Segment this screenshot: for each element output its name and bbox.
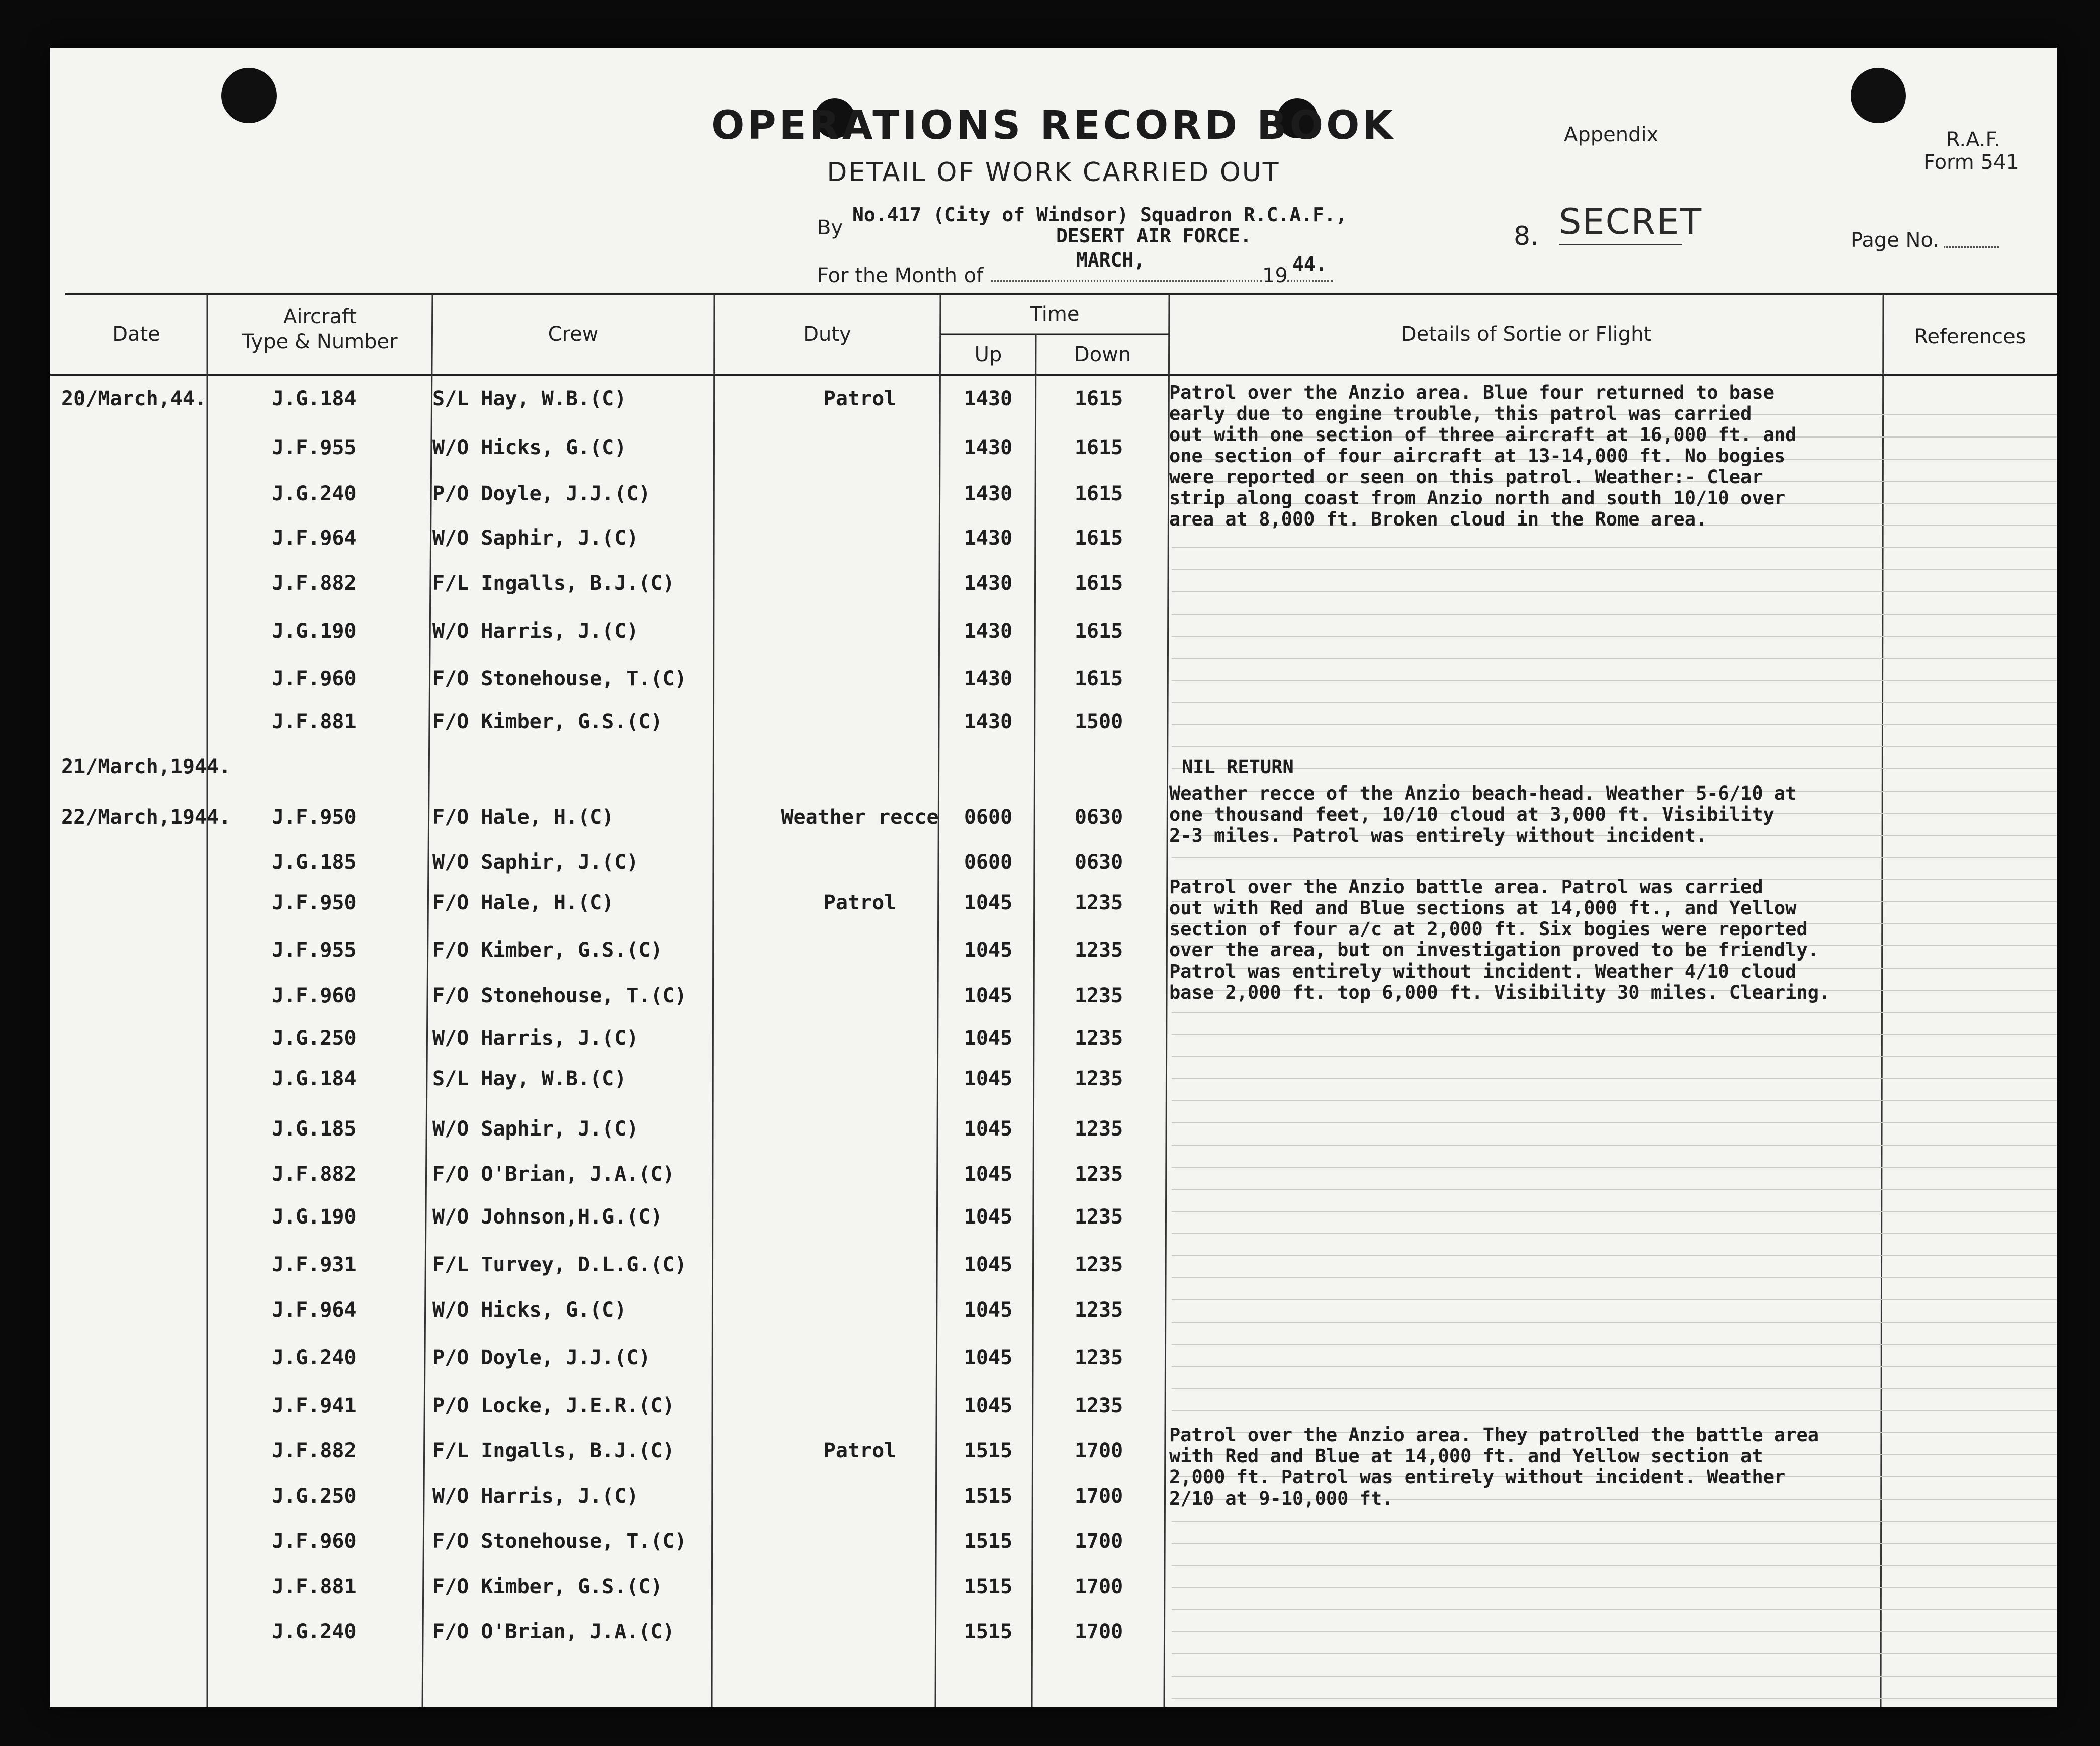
- sortie-details-weather-recce: Weather recce of the Anzio beach-head. Weather 5-6/10 at one thousand feet, 10/10 cloud at 3,000 ft. Visibility 2-3 miles. Patrol was entirely without incident.: [1169, 783, 1797, 846]
- table-row: [50, 1526, 2057, 1566]
- row-time-up: 1045: [964, 1067, 1013, 1090]
- row-time-down: 1235: [1074, 1205, 1123, 1229]
- row-aircraft: J.F.964: [272, 527, 357, 550]
- row-crew: F/O O'Brian, J.A.(C): [432, 1163, 675, 1186]
- table-row: [50, 1250, 2057, 1290]
- row-time-up: 1045: [964, 984, 1013, 1007]
- row-aircraft: J.F.964: [272, 1298, 357, 1322]
- row-crew: F/O Kimber, G.S.(C): [432, 710, 663, 733]
- row-time-up: 1430: [964, 387, 1013, 410]
- row-aircraft: J.F.950: [272, 891, 357, 914]
- row-crew: W/O Harris, J.(C): [432, 1027, 639, 1050]
- row-crew: F/L Ingalls, B.J.(C): [432, 572, 675, 595]
- row-aircraft: J.G.190: [272, 1205, 357, 1229]
- row-time-up: 1045: [964, 1163, 1013, 1186]
- row-aircraft: J.F.881: [272, 710, 357, 733]
- row-time-down: 1235: [1074, 939, 1123, 962]
- table-row: [50, 616, 2057, 656]
- row-crew: W/O Saphir, J.(C): [432, 527, 639, 550]
- month-value: MARCH,: [1076, 249, 1146, 271]
- sortie-details-20-march: Patrol over the Anzio area. Blue four returned to base early due to engine trouble, this patrol was carried out with one section of three aircraft at 16,000 ft. and one section of four aircraft at 13-14,000 ft. No bogies were reported or seen on this patrol. Weather:- Clear strip along coast from Anzio north and south 10/10 over area at 8,000 ft. Broken cloud in the Rome area.: [1169, 382, 1797, 530]
- row-time-down: 1700: [1074, 1530, 1123, 1553]
- row-time-down: 1235: [1074, 1163, 1123, 1186]
- row-time-down: 0630: [1074, 806, 1123, 829]
- row-time-down: 1615: [1074, 436, 1123, 459]
- row-time-down: 1700: [1074, 1485, 1123, 1508]
- air-force-name: DESERT AIR FORCE.: [1056, 225, 1252, 247]
- row-crew: F/O Stonehouse, T.(C): [432, 984, 687, 1007]
- row-time-up: 0600: [964, 806, 1013, 829]
- table-row: [50, 1064, 2057, 1104]
- row-crew: W/O Saphir, J.(C): [432, 851, 639, 874]
- table-row: [50, 1617, 2057, 1657]
- row-aircraft: J.G.184: [272, 387, 357, 410]
- month-label: For the Month of: [817, 264, 984, 287]
- column-header-details: Details of Sortie or Flight: [1401, 323, 1652, 346]
- row-crew: P/O Doyle, J.J.(C): [432, 1346, 651, 1369]
- row-duty: Patrol: [823, 387, 897, 410]
- row-time-up: 0600: [964, 851, 1013, 874]
- row-aircraft: J.G.185: [272, 851, 357, 874]
- year-prefix: 19: [1262, 264, 1288, 287]
- row-time-down: 1235: [1074, 1253, 1123, 1276]
- row-crew: S/L Hay, W.B.(C): [432, 387, 627, 410]
- row-aircraft: J.F.941: [272, 1394, 357, 1417]
- row-aircraft: J.G.250: [272, 1027, 357, 1050]
- row-time-up: 1045: [964, 1394, 1013, 1417]
- row-time-down: 1235: [1074, 891, 1123, 914]
- row-aircraft: J.F.950: [272, 806, 357, 829]
- column-header-time: Time: [1030, 303, 1080, 326]
- row-aircraft: J.G.185: [272, 1117, 357, 1141]
- row-time-up: 1515: [964, 1530, 1013, 1553]
- row-time-up: 1430: [964, 572, 1013, 595]
- row-time-down: 1235: [1074, 1067, 1123, 1090]
- row-time-down: 1700: [1074, 1439, 1123, 1462]
- row-crew: W/O Hicks, G.(C): [432, 436, 627, 459]
- row-time-up: 1045: [964, 891, 1013, 914]
- row-crew: S/L Hay, W.B.(C): [432, 1067, 627, 1090]
- row-date: 21/March,1944.: [61, 755, 231, 778]
- row-time-up: 1515: [964, 1620, 1013, 1643]
- classification-number: 8.: [1514, 221, 1539, 251]
- row-time-up: 1430: [964, 482, 1013, 505]
- by-label: By: [817, 216, 843, 239]
- row-aircraft: J.F.931: [272, 1253, 357, 1276]
- row-time-up: 1045: [964, 1298, 1013, 1322]
- row-aircraft: J.F.960: [272, 667, 357, 690]
- sortie-details-22-march-patrol-2: Patrol over the Anzio area. They patrolled the battle area with Red and Blue at 14,000 ft. and Yellow section at 2,000 ft. Patrol was entirely without incident. Weather 2/10 at 9-10,000 ft.: [1169, 1425, 1819, 1509]
- row-crew: F/O Hale, H.(C): [432, 891, 615, 914]
- row-aircraft: J.F.955: [272, 436, 357, 459]
- column-header-duty: Duty: [803, 323, 851, 346]
- row-crew: F/O Stonehouse, T.(C): [432, 667, 687, 690]
- row-time-up: 1045: [964, 1346, 1013, 1369]
- row-time-down: 0630: [1074, 851, 1123, 874]
- column-header-date: Date: [112, 323, 160, 346]
- row-time-up: 1045: [964, 1027, 1013, 1050]
- appendix-label: Appendix: [1564, 123, 1659, 146]
- row-aircraft: J.F.960: [272, 984, 357, 1007]
- row-aircraft: J.G.240: [272, 482, 357, 505]
- row-crew: F/O Kimber, G.S.(C): [432, 1575, 663, 1598]
- form-title: OPERATIONS RECORD BOOK: [711, 103, 1396, 148]
- row-aircraft: J.G.184: [272, 1067, 357, 1090]
- table-row: [50, 1202, 2057, 1242]
- row-aircraft: J.F.881: [272, 1575, 357, 1598]
- row-time-up: 1045: [964, 1117, 1013, 1141]
- table-row: [50, 1159, 2057, 1199]
- row-date: 20/March,44.: [61, 387, 207, 410]
- row-aircraft: J.G.240: [272, 1620, 357, 1643]
- row-aircraft: J.G.190: [272, 620, 357, 643]
- row-crew: W/O Hicks, G.(C): [432, 1298, 627, 1322]
- table-row: [50, 1572, 2057, 1612]
- table-row: [50, 1343, 2057, 1383]
- row-crew: W/O Johnson,H.G.(C): [432, 1205, 663, 1229]
- row-aircraft: J.G.240: [272, 1346, 357, 1369]
- row-time-down: 1235: [1074, 1027, 1123, 1050]
- row-time-down: 1235: [1074, 1346, 1123, 1369]
- row-crew: F/O Hale, H.(C): [432, 806, 615, 829]
- row-crew: W/O Saphir, J.(C): [432, 1117, 639, 1141]
- record-sheet: [50, 48, 2057, 1707]
- squadron-name: No.417 (City of Windsor) Squadron R.C.A.F.,: [852, 204, 1347, 226]
- sortie-details-22-march-patrol-1: Patrol over the Anzio battle area. Patrol was carried out with Red and Blue sections at 14,000 ft., and Yellow section of four a/c at 2,000 ft. Six bogies were reported over the area, but on investigation proved to be friendly. Patrol was entirely without incident. Weather 4/10 cloud base 2,000 ft. top 6,000 ft. Visibility 30 miles. Clearing.: [1169, 877, 1830, 1003]
- row-crew: F/O Kimber, G.S.(C): [432, 939, 663, 962]
- row-time-up: 1045: [964, 939, 1013, 962]
- row-crew: F/O Stonehouse, T.(C): [432, 1530, 687, 1553]
- column-header-down: Down: [1074, 343, 1131, 366]
- row-crew: F/L Turvey, D.L.G.(C): [432, 1253, 687, 1276]
- row-date: 22/March,1944.: [61, 806, 231, 829]
- row-time-down: 1500: [1074, 710, 1123, 733]
- row-duty: Weather recce: [781, 806, 939, 829]
- row-time-up: 1515: [964, 1439, 1013, 1462]
- row-time-up: 1430: [964, 436, 1013, 459]
- row-crew: W/O Harris, J.(C): [432, 1485, 639, 1508]
- row-duty: Patrol: [823, 891, 897, 914]
- row-crew: F/L Ingalls, B.J.(C): [432, 1439, 675, 1462]
- row-time-up: 1515: [964, 1575, 1013, 1598]
- column-header-references: References: [1914, 325, 2026, 348]
- row-time-up: 1045: [964, 1205, 1013, 1229]
- row-time-up: 1430: [964, 710, 1013, 733]
- column-header-aircraft-line2: Type & Number: [242, 330, 398, 354]
- row-aircraft: J.F.960: [272, 1530, 357, 1553]
- row-time-down: 1235: [1074, 1117, 1123, 1141]
- row-time-down: 1235: [1074, 984, 1123, 1007]
- row-time-down: 1615: [1074, 387, 1123, 410]
- row-aircraft: J.F.882: [272, 572, 357, 595]
- table-row: [50, 707, 2057, 747]
- table-row: [50, 568, 2057, 608]
- table-row: [50, 1295, 2057, 1335]
- row-aircraft: J.F.955: [272, 939, 357, 962]
- row-crew: F/O O'Brian, J.A.(C): [432, 1620, 675, 1643]
- row-crew: P/O Locke, J.E.R.(C): [432, 1394, 675, 1417]
- row-crew: W/O Harris, J.(C): [432, 620, 639, 643]
- row-time-down: 1615: [1074, 527, 1123, 550]
- table-row: [50, 1114, 2057, 1154]
- row-aircraft: J.G.250: [272, 1485, 357, 1508]
- form-subtitle: DETAIL OF WORK CARRIED OUT: [827, 157, 1280, 188]
- form-number-line1: R.A.F.: [1946, 128, 2000, 151]
- row-crew: P/O Doyle, J.J.(C): [432, 482, 651, 505]
- row-time-up: 1430: [964, 667, 1013, 690]
- column-header-crew: Crew: [548, 323, 599, 346]
- row-aircraft: J.F.882: [272, 1439, 357, 1462]
- row-time-down: 1700: [1074, 1620, 1123, 1643]
- form-number-line2: Form 541: [1923, 151, 2019, 174]
- column-header-aircraft-line1: Aircraft: [283, 305, 357, 328]
- row-time-down: 1615: [1074, 572, 1123, 595]
- column-header-up: Up: [974, 343, 1002, 366]
- row-time-up: 1045: [964, 1253, 1013, 1276]
- row-time-down: 1235: [1074, 1298, 1123, 1322]
- table-row: [50, 664, 2057, 704]
- year-suffix: 44.: [1292, 253, 1327, 275]
- classification-stamp: SECRET: [1559, 201, 1703, 242]
- row-time-up: 1430: [964, 527, 1013, 550]
- row-time-up: 1515: [964, 1485, 1013, 1508]
- row-time-down: 1615: [1074, 482, 1123, 505]
- row-time-down: 1615: [1074, 667, 1123, 690]
- row-time-down: 1235: [1074, 1394, 1123, 1417]
- row-aircraft: J.F.882: [272, 1163, 357, 1186]
- sortie-details-21-march-nil-return: NIL RETURN: [1182, 757, 1294, 778]
- page-number-label: Page No.: [1851, 229, 1939, 252]
- row-duty: Patrol: [823, 1439, 897, 1462]
- row-time-down: 1615: [1074, 620, 1123, 643]
- table-row: [50, 1023, 2057, 1064]
- row-time-down: 1700: [1074, 1575, 1123, 1598]
- row-time-up: 1430: [964, 620, 1013, 643]
